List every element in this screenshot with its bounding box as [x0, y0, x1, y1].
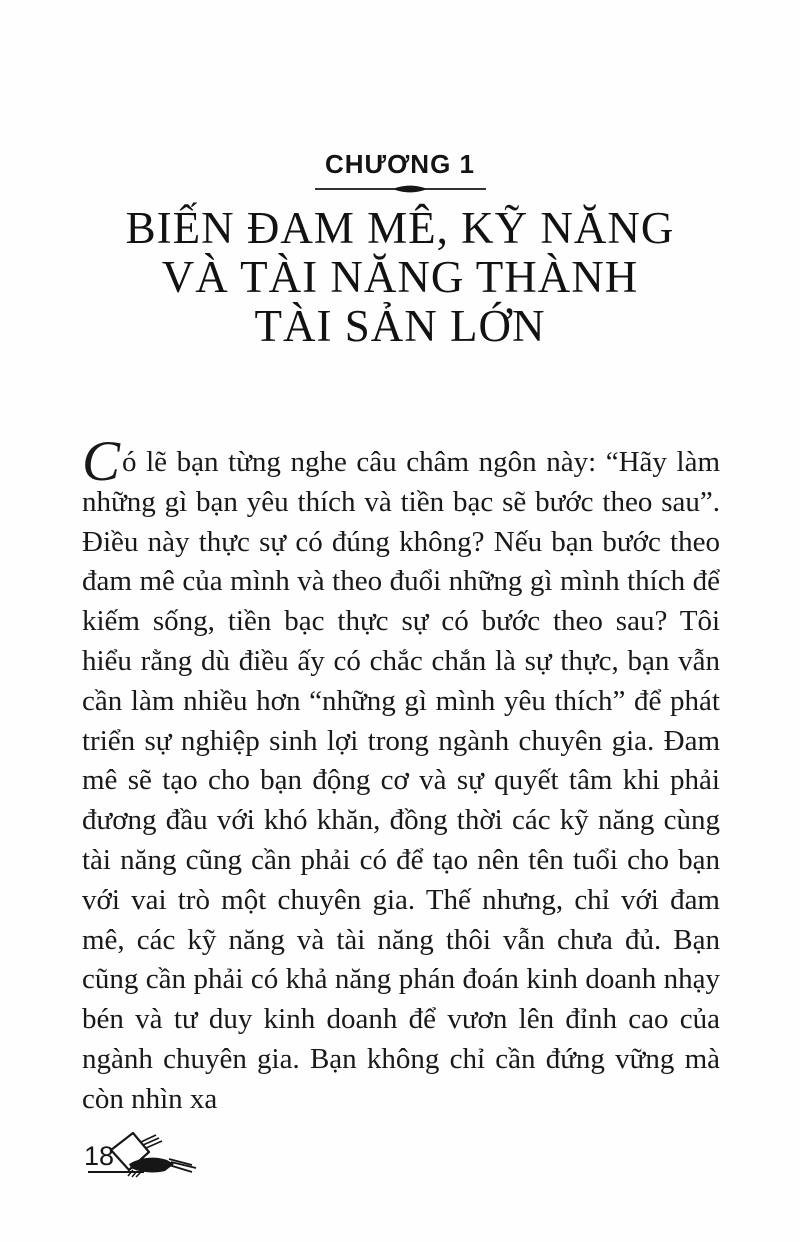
page-number: 18 — [84, 1141, 115, 1171]
body-paragraph — [82, 430, 720, 1120]
chapter-title-line: TÀI SẢN LỚN — [254, 301, 546, 351]
body-text: ó lẽ bạn từng nghe câu châm ngôn này: “Hãy làm những gì bạn yêu thích và tiền bạc sẽ bước theo sau”. Điều này thực sự có đúng không? Nếu bạn bước theo đam mê của mình và theo đuổi những gì mình thích để kiếm sống, tiền bạc thực sự có bước theo sau? Tôi hiểu rằng dù điều ấy có chắc chắn là sự thực, bạn vẫn cần làm nhiều hơn “những gì mình yêu thích” để phát triển sự nghiệp sinh lợi trong ngành chuyên gia. Đam mê sẽ tạo cho bạn động cơ và sự quyết tâm khi phải đương đầu với khó khăn, đồng thời các kỹ năng cùng tài năng cũng cần phải có để tạo nên tên tuổi cho bạn với vai trò một chuyên gia. Thế nhưng, chỉ với đam mê, các kỹ năng và tài năng thôi vẫn chưa đủ. Bạn cũng cần phải có khả năng phán đoán kinh doanh nhạy bén và tư duy kinh doanh để vươn lên đỉnh cao của ngành chuyên gia. Bạn không chỉ cần đứng vững mà còn nhìn xa — [82, 446, 720, 1115]
chapter-title-line: BIẾN ĐAM MÊ, KỸ NĂNG — [125, 203, 675, 253]
chapter-label: CHƯƠNG 1 — [325, 149, 475, 179]
divider-ornament-icon — [0, 183, 800, 195]
chapter-title — [0, 204, 800, 351]
drop-cap-initial: C — [82, 430, 121, 493]
chapter-title-line: VÀ TÀI NĂNG THÀNH — [161, 252, 639, 302]
flying-bird-icon — [103, 1127, 208, 1179]
